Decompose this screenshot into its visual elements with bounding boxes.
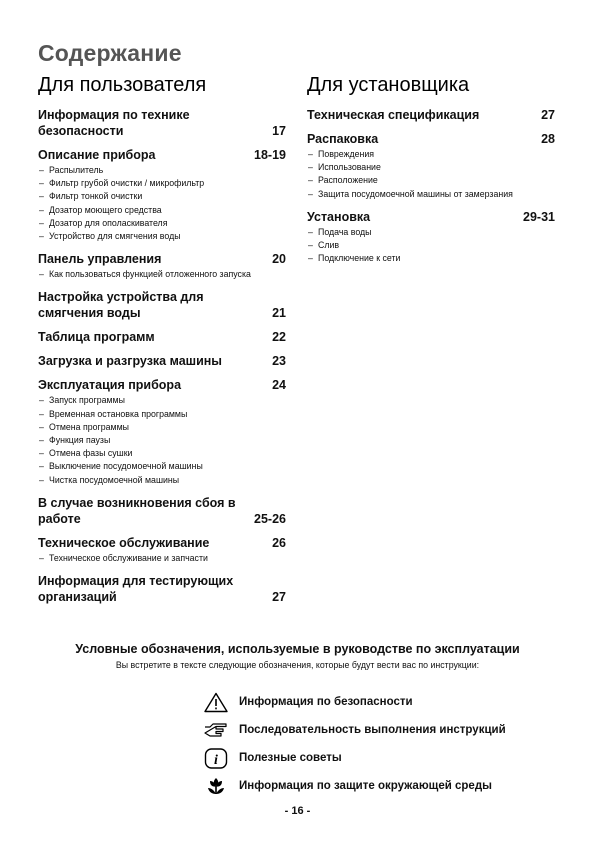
- toc-section: [307, 209, 555, 266]
- toc-section: [38, 353, 286, 369]
- page-number: - 16 -: [284, 805, 311, 817]
- toc-entry-page: 28: [541, 132, 555, 146]
- toc-section: [38, 251, 286, 281]
- toc-entry: [38, 353, 286, 369]
- toc-subitem: – Техническое обслуживание и запчасти: [38, 552, 286, 565]
- toc-section: [38, 107, 286, 139]
- toc-subitem: – Дозатор для ополаскивателя: [38, 217, 286, 230]
- legend-item-environment: [203, 772, 506, 800]
- toc-entry-page: 24: [272, 378, 286, 393]
- toc-entry-title: Информация для тестирующих организаций: [38, 574, 234, 605]
- legend-label: Последовательность выполнения инструкций: [239, 724, 506, 736]
- toc-entry: [38, 377, 286, 393]
- toc-section: [38, 535, 286, 565]
- toc-entry: [307, 107, 555, 123]
- symbols-legend: [0, 642, 595, 792]
- toc-subitem: – Отмена программы: [38, 421, 286, 434]
- toc-subitem: – Подключение к сети: [307, 252, 555, 265]
- toc-entry-title: Описание прибора: [38, 148, 156, 162]
- toc-entry: [38, 535, 286, 551]
- toc-entry-title: Информация по технике безопасности: [38, 108, 190, 138]
- toc-sublist: [38, 552, 286, 565]
- toc-subitem: – Запуск программы: [38, 394, 286, 407]
- svg-text:i: i: [214, 752, 218, 768]
- toc-subitem: – Функция паузы: [38, 434, 286, 447]
- toc-entry-page: 18-19: [254, 148, 286, 162]
- toc-entry-title: Техническое обслуживание: [38, 535, 210, 550]
- toc-subitem: – Чистка посудомоечной машины: [38, 474, 286, 487]
- legend-item-sequence: [203, 716, 506, 744]
- toc-entry-page: 25-26: [254, 511, 286, 526]
- toc-subitem: – Временная остановка программы: [38, 408, 286, 421]
- toc-section: [307, 107, 555, 123]
- user-toc-heading: Для пользователя: [38, 74, 207, 96]
- toc-sublist: [38, 394, 286, 486]
- toc-entry: [38, 329, 286, 345]
- toc-entry-page: 29-31: [523, 209, 555, 224]
- toc-section: [38, 377, 286, 486]
- toc-entry-title: Панель управления: [38, 252, 162, 267]
- toc-sublist: [307, 226, 555, 266]
- toc-entry-title: Техническая спецификация: [307, 108, 480, 122]
- info-icon: [203, 747, 229, 769]
- legend-label: Информация по защите окружающей среды: [239, 780, 492, 792]
- legend-title: Условные обозначения, используемые в руководстве по эксплуатации: [75, 642, 520, 656]
- flower-icon: [203, 775, 229, 797]
- toc-entry: [307, 131, 555, 147]
- toc-entry-page: 20: [272, 252, 286, 267]
- toc-entry-title: Таблица программ: [38, 330, 155, 345]
- toc-entry: [38, 573, 286, 605]
- legend-items: [203, 688, 506, 800]
- toc-entry-page: 22: [272, 330, 286, 345]
- toc-sublist: [307, 148, 555, 201]
- toc-entry-title: Эксплуатация прибора: [38, 378, 182, 393]
- legend-subtitle: Вы встретите в тексте следующие обозначения, которые будут вести вас по инструкции:: [115, 660, 480, 670]
- toc-sublist: [38, 268, 286, 281]
- toc-entry-page: 21: [272, 306, 286, 321]
- toc-entry-page: 26: [272, 535, 286, 550]
- toc-entry: [307, 209, 555, 225]
- toc-subitem: – Распылитель: [38, 164, 286, 177]
- toc-subitem: – Защита посудомоечной машины от замерзания: [307, 188, 555, 201]
- toc-sublist: [38, 164, 286, 243]
- toc-subitem: – Дозатор моющего средства: [38, 204, 286, 217]
- installer-toc-column: [307, 74, 555, 273]
- toc-entry: [38, 289, 286, 321]
- legend-label: Полезные советы: [239, 752, 342, 764]
- page-title: Содержание: [38, 40, 182, 66]
- toc-section: [307, 131, 555, 201]
- toc-subitem: – Как пользоваться функцией отложенного запуска: [38, 268, 286, 281]
- toc-entry-page: 27: [272, 590, 286, 605]
- toc-section: [38, 329, 286, 345]
- legend-item-safety: [203, 688, 506, 716]
- legend-label: Информация по безопасности: [239, 696, 413, 708]
- toc-subitem: – Слив: [307, 239, 555, 252]
- toc-entry-title: Распаковка: [307, 132, 379, 146]
- toc-subitem: – Фильтр грубой очистки / микрофильтр: [38, 177, 286, 190]
- toc-entry: [38, 495, 286, 527]
- legend-item-tips: [203, 744, 506, 772]
- toc-section: [38, 147, 286, 243]
- toc-entry-title: Установка: [307, 209, 371, 224]
- toc-entry-page: 27: [541, 108, 555, 122]
- toc-subitem: – Устройство для смягчения воды: [38, 230, 286, 243]
- user-toc-sections: [38, 107, 286, 605]
- installer-toc-sections: [307, 107, 555, 265]
- installer-toc-heading: Для установщика: [307, 74, 470, 96]
- toc-entry: [38, 251, 286, 267]
- toc-subitem: – Фильтр тонкой очистки: [38, 190, 286, 203]
- toc-section: [38, 289, 286, 321]
- toc-subitem: – Использование: [307, 161, 555, 174]
- toc-section: [38, 495, 286, 527]
- toc-entry: [38, 107, 286, 139]
- toc-subitem: – Отмена фазы сушки: [38, 447, 286, 460]
- toc-entry-page: 23: [272, 354, 286, 369]
- toc-subitem: – Подача воды: [307, 226, 555, 239]
- user-toc-column: [38, 74, 286, 613]
- toc-entry: [38, 147, 286, 163]
- toc-entry-title: Настройка устройства для смягчения воды: [38, 290, 204, 321]
- toc-entry-title: Загрузка и разгрузка машины: [38, 354, 222, 369]
- toc-entry-page: 17: [272, 124, 286, 138]
- toc-subitem: – Выключение посудомоечной машины: [38, 460, 286, 473]
- pointing-hand-icon: [203, 719, 229, 741]
- toc-section: [38, 573, 286, 605]
- toc-subitem: – Повреждения: [307, 148, 555, 161]
- toc-entry-title: В случае возникновения сбоя в работе: [38, 495, 236, 526]
- toc-subitem: – Расположение: [307, 174, 555, 187]
- warning-triangle-icon: [203, 691, 229, 713]
